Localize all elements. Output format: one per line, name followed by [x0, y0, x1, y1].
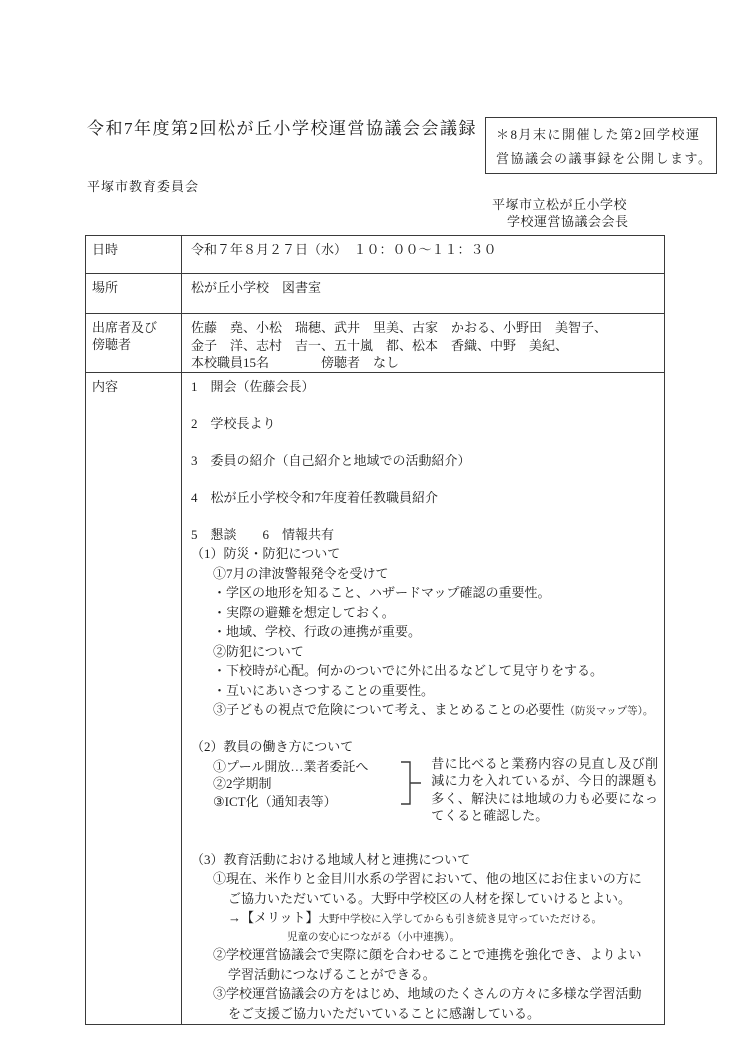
content-line — [191, 508, 658, 526]
content-line — [191, 526, 658, 546]
line-text: 4 松が丘小学校令和7年度着任教職員紹介 — [191, 489, 439, 505]
agenda-lines-top — [191, 378, 658, 758]
work-style-item — [213, 775, 391, 793]
content-line — [191, 643, 658, 663]
content-line — [191, 471, 658, 489]
line-text: ③子どもの視点で危険について考え、まとめることの必要性 — [213, 702, 565, 717]
row-attendees — [86, 314, 665, 373]
work-style-block — [213, 755, 658, 825]
content-line — [191, 929, 658, 947]
content-cell — [182, 372, 665, 1025]
publisher-role: 学校運営協議会会長 — [507, 214, 629, 229]
content-line — [191, 415, 658, 435]
content-line — [191, 909, 658, 929]
minutes-table — [85, 235, 665, 1025]
content-line — [191, 851, 658, 871]
line-text: ・学区の地形を知ること、ハザードマップ確認の重要性。 — [213, 585, 551, 600]
content-line — [191, 489, 658, 509]
content-line — [191, 584, 658, 604]
row-datetime — [86, 236, 665, 274]
content-label: 内容 — [86, 372, 182, 1025]
datetime-value: 令和７年８月２７日（水） １０：００～１１：３０ — [182, 236, 665, 274]
line-text: ②2学期制 — [213, 776, 272, 791]
agenda-lines-bottom — [191, 851, 658, 1025]
notice-line-2: 営協議会の議事録を公開します。 — [496, 151, 713, 166]
content-line — [191, 870, 658, 890]
organization-name: 平塚市教育委員会 — [87, 179, 200, 194]
line-text: ・互いにあいさつすることの重要性。 — [213, 682, 435, 698]
line-text: 5 懇談 6 情報共有 — [191, 526, 335, 542]
content-line — [191, 662, 658, 682]
line-text: ・実際の避難を想定しておく。 — [213, 604, 395, 620]
line-text: 児童の安心につながる（小中連携）。 — [287, 931, 461, 943]
content-line — [191, 966, 658, 986]
page-title: 令和7年度第2回松が丘小学校運営協議会会議録 — [87, 119, 477, 138]
line-text: ②学校運営協議会で実際に顔を合わせることで連携を強化でき、よりよい — [213, 947, 642, 962]
line-text: ①7月の津波警報発令を受けて — [213, 565, 389, 581]
notice-line-1: ＊8月末に開催した第2回学校運 — [496, 127, 701, 142]
attendees-label — [86, 314, 182, 373]
line-text: をご支援ご協力いただいていることに感謝している。 — [228, 1005, 541, 1021]
work-style-items — [213, 758, 391, 811]
line-text: （1）防災・防犯について — [191, 546, 341, 561]
work-style-item — [213, 793, 391, 811]
content-line — [191, 378, 658, 398]
content-line — [191, 682, 658, 702]
line-small-note: （防災マップ等）。 — [564, 706, 654, 717]
line-text: ①プール開放…業者委託へ — [213, 758, 369, 774]
content-line — [191, 701, 658, 721]
content-line — [191, 985, 658, 1005]
row-place — [86, 274, 665, 314]
line-text: 3 委員の紹介（自己紹介と地域での活動紹介） — [191, 452, 471, 468]
line-text: ・地域、学校、行政の連携が重要。 — [213, 624, 422, 639]
place-label: 場所 — [86, 274, 182, 314]
content-line — [191, 452, 658, 472]
attendees-label-line1: 出席者及び — [92, 320, 158, 335]
line-text: ③ICT化（通知表等） — [213, 793, 337, 809]
datetime-label: 日時 — [86, 236, 182, 274]
content-line — [191, 946, 658, 966]
line-text: 学習活動につなげることができる。 — [228, 966, 436, 982]
brace-icon — [391, 758, 431, 810]
attendees-label-line2: 傍聴者 — [92, 337, 132, 352]
content-line — [191, 434, 658, 452]
line-text: →【メリット】 — [228, 910, 319, 925]
line-text: ③学校運営協議会の方をはじめ、地域のたくさんの方々に多様な学習活動 — [213, 986, 642, 1001]
row-content — [86, 372, 665, 1025]
content-line — [191, 890, 658, 910]
attendees-line: 本校職員15名 傍聴者 なし — [191, 355, 400, 370]
line-text: ・下校時が心配。何かのついでに外に出るなどして見守りをする。 — [213, 663, 604, 678]
line-small-note: 大野中学校に入学してからも引き続き見守っていただける。 — [318, 914, 602, 925]
work-style-note: 昔に比べると業務内容の見直し及び削減に力を入れているが、今日的課題も多く、解決には地域の力も必要になってくると確認した。 — [431, 755, 658, 823]
content-line — [191, 623, 658, 643]
attendees-line: 金子 洋、志村 吉一、五十嵐 都、松本 香織、中野 美紀、 — [191, 337, 569, 353]
content-line — [191, 721, 658, 739]
place-value: 松が丘小学校 図書室 — [182, 274, 665, 314]
content-line — [191, 604, 658, 624]
work-style-item — [213, 758, 391, 776]
attendees-list — [182, 314, 665, 373]
line-text: ご協力いただいている。大野中学校区の人材を探していけるとよい。 — [228, 890, 632, 906]
line-text: 2 学校長より — [191, 415, 276, 431]
public-notice-box — [485, 117, 717, 174]
attendees-line: 佐藤 堯、小松 瑞穂、武井 里美、古家 かおる、小野田 美智子、 — [191, 320, 608, 335]
line-text: （2）教員の働き方について — [191, 739, 354, 754]
content-line — [191, 545, 658, 565]
line-text: ②防犯について — [213, 643, 304, 659]
line-text: （3）教育活動における地域人材と連携について — [191, 851, 471, 867]
content-line — [191, 1005, 658, 1025]
publisher-school: 平塚市立松が丘小学校 — [492, 197, 628, 212]
content-line — [191, 565, 658, 585]
content-line — [191, 397, 658, 415]
line-text: 1 開会（佐藤会長） — [191, 378, 315, 394]
line-text: ①現在、米作りと金目川水系の学習において、他の地区にお住まいの方に — [213, 871, 642, 886]
